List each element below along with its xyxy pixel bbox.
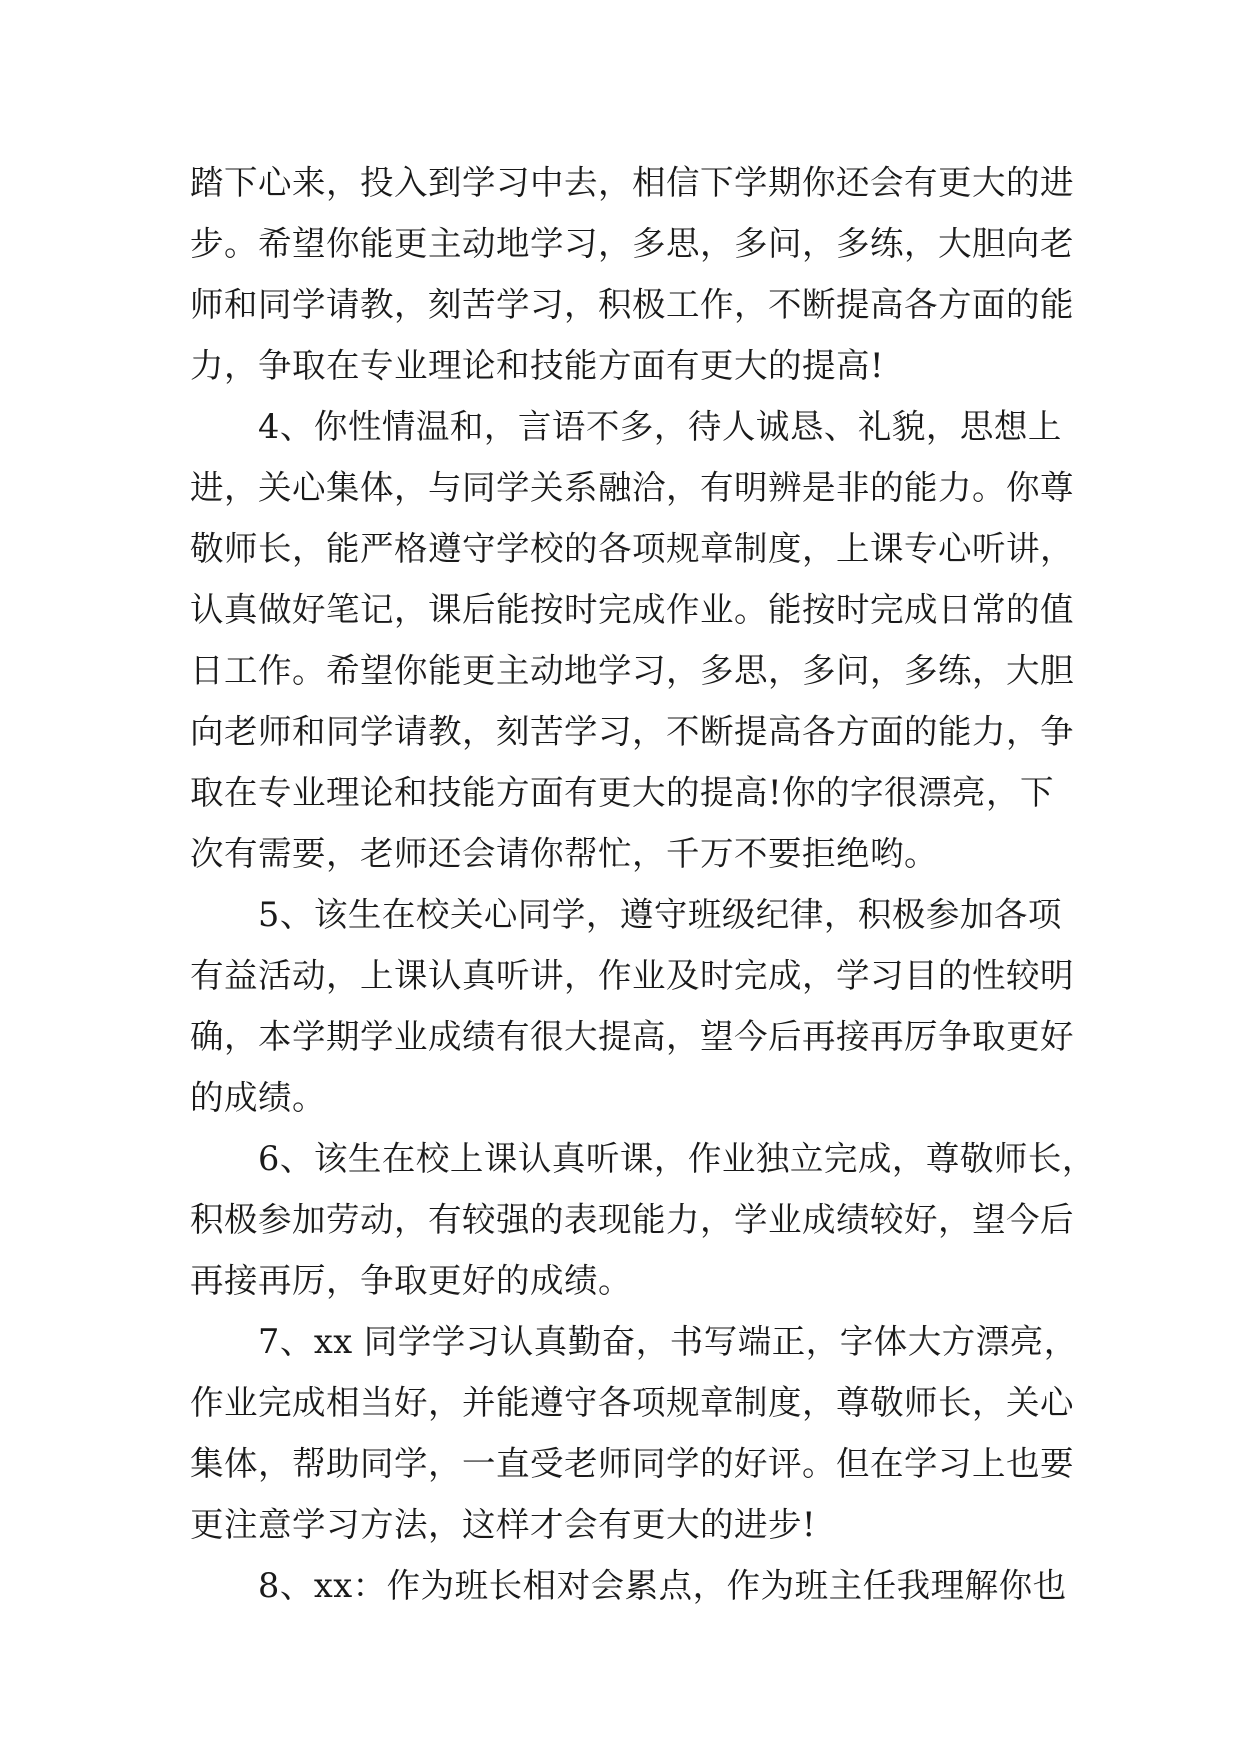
document-body — [190, 152, 1096, 1616]
text-line: 取在专业理论和技能方面有更大的提高!你的字很漂亮，下 — [190, 773, 1054, 812]
text-line: 的成绩。 — [190, 1078, 326, 1117]
text-line: 集体，帮助同学，一直受老师同学的好评。但在学习上也要 — [190, 1444, 1074, 1483]
text-line: 作业完成相当好，并能遵守各项规章制度，尊敬师长，关心 — [190, 1383, 1074, 1422]
text-line: 更注意学习方法，这样才会有更大的进步! — [190, 1505, 816, 1544]
text-line: 敬师长，能严格遵守学校的各项规章制度，上课专心听讲， — [190, 529, 1074, 568]
text-line: 7、xx 同学学习认真勤奋，书写端正，字体大方漂亮， — [190, 1322, 1078, 1361]
text-line: 次有需要，老师还会请你帮忙，千万不要拒绝哟。 — [190, 834, 938, 873]
text-line: 进，关心集体，与同学关系融洽，有明辨是非的能力。你尊 — [190, 468, 1074, 507]
text-line: 有益活动，上课认真听讲，作业及时完成，学习目的性较明 — [190, 956, 1074, 995]
text-line: 认真做好笔记，课后能按时完成作业。能按时完成日常的值 — [190, 590, 1074, 629]
text-line: 8、xx：作为班长相对会累点，作为班主任我理解你也 — [190, 1566, 1067, 1605]
text-line: 积极参加劳动，有较强的表现能力，学业成绩较好，望今后 — [190, 1200, 1074, 1239]
text-line: 确，本学期学业成绩有很大提高，望今后再接再厉争取更好 — [190, 1017, 1074, 1056]
text-line: 6、该生在校上课认真听课，作业独立完成，尊敬师长， — [190, 1139, 1096, 1178]
text-line: 踏下心来，投入到学习中去，相信下学期你还会有更大的进 — [190, 163, 1074, 202]
text-line: 步。希望你能更主动地学习，多思，多问，多练，大胆向老 — [190, 224, 1074, 263]
text-line: 4、你性情温和，言语不多，待人诚恳、礼貌，思想上 — [190, 407, 1062, 446]
text-line: 5、该生在校关心同学，遵守班级纪律，积极参加各项 — [190, 895, 1062, 934]
text-line: 日工作。希望你能更主动地学习，多思，多问，多练，大胆 — [190, 651, 1074, 690]
text-line: 师和同学请教，刻苦学习，积极工作，不断提高各方面的能 — [190, 285, 1074, 324]
text-line: 力，争取在专业理论和技能方面有更大的提高! — [190, 346, 884, 385]
text-line: 再接再厉，争取更好的成绩。 — [190, 1261, 632, 1300]
text-line: 向老师和同学请教，刻苦学习，不断提高各方面的能力，争 — [190, 712, 1074, 751]
